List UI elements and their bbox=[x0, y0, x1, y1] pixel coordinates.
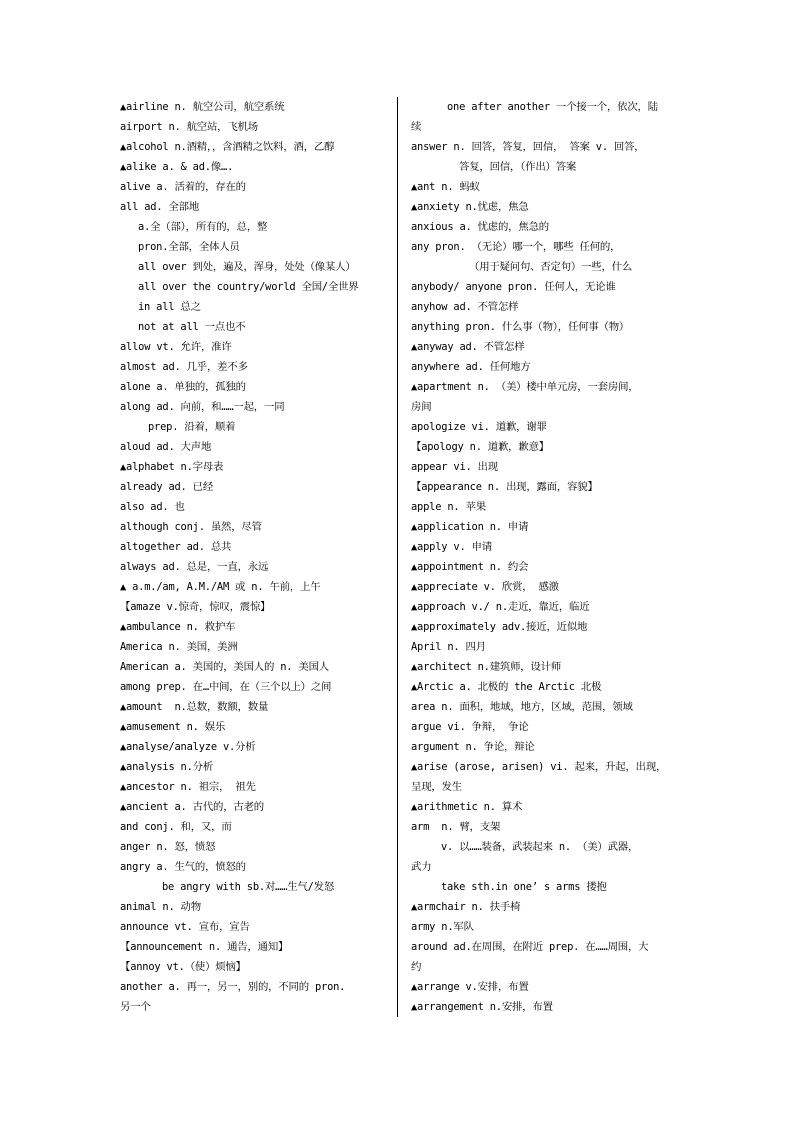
vocab-line: America n. 美国，美洲 bbox=[120, 641, 238, 653]
vocab-line: anxious a. 忧虑的，焦急的 bbox=[411, 221, 549, 233]
vocab-line: answer n. 回答，答复，回信， 答案 v. 回答， bbox=[411, 141, 645, 153]
vocab-line: 【announcement n. 通告，通知】 bbox=[120, 941, 289, 953]
vocab-line: ▲appointment n. 约会 bbox=[411, 561, 529, 573]
vocab-line: 约 bbox=[411, 961, 422, 973]
vocab-line: American a. 美国的，美国人的 n. 美国人 bbox=[120, 661, 329, 673]
vocab-line: ▲armchair n. 扶手椅 bbox=[411, 901, 521, 913]
vocab-line: ▲arrange v.安排，布置 bbox=[411, 981, 529, 993]
vocab-line: not at all 一点也不 bbox=[138, 321, 246, 333]
vocab-line: 【amaze v.惊奇，惊叹，震惊】 bbox=[120, 601, 271, 613]
vocab-line: ▲Arctic a. 北极的 the Arctic 北极 bbox=[411, 681, 602, 693]
vocab-line: altogether ad. 总共 bbox=[120, 541, 232, 553]
vocab-line: 房间 bbox=[411, 401, 432, 413]
vocab-line: ▲analyse/analyze v.分析 bbox=[120, 741, 256, 753]
vocab-line: ▲ambulance n. 救护车 bbox=[120, 621, 236, 633]
vocab-line: around ad.在周围，在附近 prep. 在……周围，大 bbox=[411, 941, 649, 953]
vocab-line: 【appearance n. 出现，露面，容貌】 bbox=[411, 481, 598, 493]
vocab-line: ▲alike a. & ad.像…. bbox=[120, 161, 234, 173]
vocab-line: all over 到处，遍及，浑身，处处（像某人） bbox=[138, 261, 356, 273]
vocab-line: any pron. （无论）哪一个，哪些 任何的， bbox=[411, 241, 621, 253]
vocab-line: and conj. 和，又，而 bbox=[120, 821, 232, 833]
vocab-line: one after another 一个接一个，依次，陆 bbox=[447, 101, 658, 113]
vocab-line: aloud ad. 大声地 bbox=[120, 441, 212, 453]
vocab-line: ▲approach v./ n.走近，靠近，临近 bbox=[411, 601, 590, 613]
vocab-line: ▲alcohol n.酒精，，含酒精之饮料，酒，乙醇 bbox=[120, 141, 335, 153]
vocab-line: in all 总之 bbox=[138, 301, 201, 313]
vocab-line: ▲application n. 申请 bbox=[411, 521, 529, 533]
vocab-line: animal n. 动物 bbox=[120, 901, 201, 913]
vocab-line: 答复，回信，（作出）答案 bbox=[459, 161, 577, 173]
vocab-line: always ad. 总是，一直，永远 bbox=[120, 561, 269, 573]
vocab-line: 武力 bbox=[411, 861, 432, 873]
vocab-line: ▲arrangement n.安排，布置 bbox=[411, 1001, 553, 1013]
vocab-line: anything pron. 什么事（物），任何事（物） bbox=[411, 321, 630, 333]
vocab-line: ▲analysis n.分析 bbox=[120, 761, 214, 773]
vocab-line: ▲alphabet n.字母表 bbox=[120, 461, 224, 473]
vocab-line: ▲anxiety n.忧虑，焦急 bbox=[411, 201, 529, 213]
vocab-line: ▲approximately adv.接近，近似地 bbox=[411, 621, 588, 633]
vocab-line: 【annoy vt.（使）烦恼】 bbox=[120, 961, 246, 973]
vocab-line: April n. 四月 bbox=[411, 641, 486, 653]
vocab-line: apple n. 苹果 bbox=[411, 501, 486, 513]
vocab-line: ▲ancient a. 古代的，古老的 bbox=[120, 801, 265, 813]
vocab-line: although conj. 虽然，尽管 bbox=[120, 521, 262, 533]
vocab-line: already ad. 已经 bbox=[120, 481, 214, 493]
vocab-line: 【apology n. 道歉，歉意】 bbox=[411, 441, 549, 453]
vocab-line: among prep. 在…中间，在（三个以上）之间 bbox=[120, 681, 332, 693]
vocab-line: ▲ a.m./am, A.M./AM 或 n. 午前，上午 bbox=[120, 581, 321, 593]
vocab-line: ▲anyway ad. 不管怎样 bbox=[411, 341, 525, 353]
vocab-line: ▲architect n.建筑师，设计师 bbox=[411, 661, 562, 673]
vocab-line: a.全（部），所有的，总，整 bbox=[138, 221, 268, 233]
vocab-line: ▲ant n. 蚂蚁 bbox=[411, 181, 480, 193]
vocab-line: ▲ancestor n. 祖宗， 祖先 bbox=[120, 781, 256, 793]
vocab-line: 呈现，发生 bbox=[411, 781, 462, 793]
vocab-line: argue vi. 争辩， 争论 bbox=[411, 721, 529, 733]
vocab-line: ▲apartment n. （美）楼中单元房，一套房间， bbox=[411, 381, 639, 393]
vocab-line: ▲appreciate v. 欣赏， 感激 bbox=[411, 581, 559, 593]
vocab-line: argument n. 争论，辩论 bbox=[411, 741, 535, 753]
vocab-line: anybody/ anyone pron. 任何人，无论谁 bbox=[411, 281, 616, 293]
vocab-line: take sth.in one’ s arms 搂抱 bbox=[441, 881, 607, 893]
vocab-line: prep. 沿着，顺着 bbox=[148, 421, 236, 433]
vocab-line: alive a. 活着的，存在的 bbox=[120, 181, 246, 193]
vocab-line: along ad. 向前，和……一起，一同 bbox=[120, 401, 285, 413]
vocab-line: 续 bbox=[411, 121, 422, 133]
vocab-line: be angry with sb.对……生气/发怒 bbox=[162, 881, 335, 893]
vocab-line: allow vt. 允许，准许 bbox=[120, 341, 232, 353]
vocab-line: ▲amount n.总数，数额，数量 bbox=[120, 701, 269, 713]
vocab-line: ▲amusement n. 娱乐 bbox=[120, 721, 226, 733]
vocab-line: also ad. 也 bbox=[120, 501, 185, 513]
vocab-line: apologize vi. 道歉，谢罪 bbox=[411, 421, 547, 433]
vocab-line: anywhere ad. 任何地方 bbox=[411, 361, 531, 373]
vocab-line: arm n. 臂，支架 bbox=[411, 821, 501, 833]
vocab-line: all ad. 全部地 bbox=[120, 201, 200, 213]
vocab-line: airport n. 航空站，飞机场 bbox=[120, 121, 258, 133]
vocab-line: alone a. 单独的，孤独的 bbox=[120, 381, 246, 393]
vocab-line: v. 以……装备，武装起来 n. （美）武器， bbox=[441, 841, 639, 853]
vocab-line: another a. 再一，另一，别的，不同的 pron. bbox=[120, 981, 346, 993]
vocab-line: anyhow ad. 不管怎样 bbox=[411, 301, 519, 313]
vocab-line: announce vt. 宣布，宣告 bbox=[120, 921, 250, 933]
vocab-line: anger n. 怒，愤怒 bbox=[120, 841, 216, 853]
vocab-line: angry a. 生气的，愤怒的 bbox=[120, 861, 246, 873]
vocab-line: （用于疑问句、否定句）一些，什么 bbox=[469, 261, 633, 273]
vocab-line: 另一个 bbox=[120, 1001, 151, 1013]
left-column bbox=[120, 97, 392, 1017]
vocab-line: area n. 面积，地域，地方，区域，范围，领域 bbox=[411, 701, 633, 713]
vocab-line: ▲arise (arose, arisen) vi. 起来，升起，出现， bbox=[411, 761, 667, 773]
column-divider bbox=[397, 97, 398, 1017]
vocab-line: ▲apply v. 申请 bbox=[411, 541, 492, 553]
right-column bbox=[411, 97, 687, 1017]
vocab-line: appear vi. 出现 bbox=[411, 461, 498, 473]
vocab-line: ▲airline n. 航空公司，航空系统 bbox=[120, 101, 285, 113]
vocab-line: army n.军队 bbox=[411, 921, 474, 933]
vocab-line: almost ad. 几乎，差不多 bbox=[120, 361, 248, 373]
vocab-line: all over the country/world 全国/全世界 bbox=[138, 281, 359, 293]
vocab-line: ▲arithmetic n. 算术 bbox=[411, 801, 523, 813]
vocab-line: pron.全部，全体人员 bbox=[138, 241, 240, 253]
